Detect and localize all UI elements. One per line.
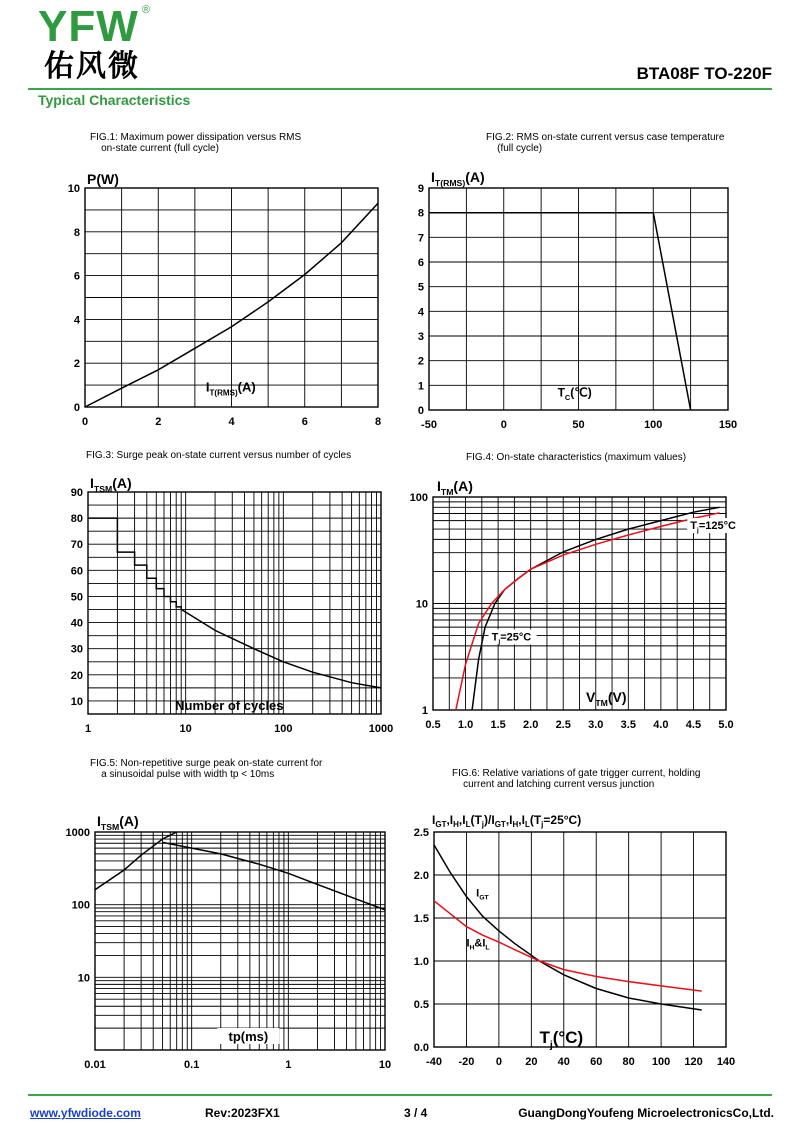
fig6-xlabel: $T_j(^\circ C)$ (539, 1028, 584, 1051)
fig4-ytick-label: 10 (415, 598, 428, 611)
fig5-plot (95, 832, 385, 1050)
fig5-xlabel: tp(ms) (228, 1029, 269, 1044)
fig3-ytick-label: 60 (70, 565, 83, 578)
fig1-title: FIG.1: Maximum power dissipation versus RMS on-state current (full cycle) (90, 132, 302, 154)
fig1-ytick-label: 8 (73, 226, 80, 239)
fig3-ytick-label: 90 (70, 487, 83, 499)
fig5-ytick-label: 1000 (65, 827, 90, 839)
footer-divider (28, 1094, 772, 1096)
fig4-xlabel: $V_{TM}(V)$ (586, 689, 627, 708)
fig4-title: FIG.4: On-state characteristics (maximum values) (466, 452, 687, 463)
fig6-xtick-label: -40 (426, 1056, 442, 1068)
fig3-frame (88, 492, 381, 714)
fig5-ylabel: $I_{TSM}(A)$ (97, 813, 139, 832)
fig2-xlabel: $T_C(℃)$ (557, 385, 592, 402)
fig1-ytick-label: 6 (73, 270, 80, 283)
fig3-xlabel: Number of cycles (175, 698, 284, 713)
fig6-ytick-label: 2.5 (413, 827, 429, 839)
fig6-xtick-label: 80 (622, 1056, 635, 1068)
fig3-ytick-label: 70 (70, 539, 83, 552)
fig3-xtick-label: 10 (179, 723, 192, 735)
fig3-ytick-label: 80 (70, 513, 83, 526)
fig3-ytick-label: 40 (70, 617, 83, 630)
fig6-annotation-1: $I_H\&I_L$ (466, 937, 490, 952)
page-number: 3 / 4 (404, 1106, 428, 1120)
fig2-ytick-label: 6 (417, 257, 424, 269)
fig6-ytick-label: 2.0 (413, 870, 429, 882)
fig1-xtick-label: 0 (81, 416, 89, 428)
fig5-ytick-label: 10 (77, 972, 90, 985)
fig6-annotation-0: $I_{GT}$ (476, 887, 489, 902)
fig6-title: FIG.6: Relative variations of gate trigger current, holding current and latching current versus junction (452, 768, 701, 790)
fig1-xtick-label: 4 (228, 416, 235, 428)
fig6-xtick-label: 100 (651, 1056, 671, 1068)
fig4-xtick-label: 2.0 (523, 719, 539, 731)
section-title: Typical Characteristics (38, 92, 191, 108)
fig3-title: FIG.3: Surge peak on-state current versus number of cycles (86, 450, 352, 461)
fig2-ytick-label: 4 (417, 306, 424, 319)
fig2-xtick-label: 0 (500, 419, 507, 431)
fig6-xtick-label: 0 (495, 1056, 502, 1068)
fig2-ytick-label: 3 (417, 331, 424, 343)
fig2-ytick-label: 0 (417, 405, 424, 417)
fig2-xtick-label: 50 (572, 419, 585, 431)
fig2-ylabel: $I_{T(RMS)}(A)$ (431, 169, 485, 188)
fig3-ytick-label: 20 (70, 669, 83, 682)
fig1-xtick-label: 8 (374, 416, 382, 428)
fig3-plot (88, 492, 381, 714)
fig4-xtick-label: 3.0 (588, 719, 604, 731)
fig2-ytick-label: 7 (417, 232, 424, 245)
fig4-xtick-label: 1.5 (490, 719, 506, 731)
logo-text: YFW (38, 2, 139, 51)
fig3-ytick-label: 10 (70, 695, 83, 708)
fig4-ytick-label: 1 (421, 705, 428, 717)
fig5-xtick-label: 0.1 (184, 1059, 200, 1071)
fig6-xtick-label: -20 (458, 1056, 475, 1068)
fig4-annotation-1: $T_j=125^\circ C$ (690, 520, 736, 535)
fig6-ytick-label: 0.5 (413, 999, 429, 1011)
fig1-xtick-label: 6 (301, 416, 308, 428)
fig3-ylabel: $I_{TSM}(A)$ (90, 475, 132, 494)
fig1-ytick-label: 10 (67, 183, 80, 195)
fig6-xtick-label: 20 (525, 1056, 538, 1068)
fig5-xtick-label: 0.01 (84, 1059, 106, 1071)
fig6-ytick-label: 1.0 (413, 956, 429, 968)
fig3-ytick-label: 50 (70, 591, 83, 604)
company-name: GuangDongYoufeng MicroelectronicsCo,Ltd. (518, 1106, 774, 1120)
fig3-xtick-label: 100 (274, 723, 293, 735)
revision-label: Rev:2023FX1 (205, 1106, 280, 1120)
fig1-ytick-label: 0 (73, 402, 80, 414)
fig1-ytick-label: 4 (73, 314, 80, 327)
fig4-xtick-label: 0.5 (425, 719, 441, 731)
fig2-ytick-label: 1 (417, 380, 424, 393)
fig3-ytick-label: 30 (70, 643, 83, 656)
fig1-ytick-label: 2 (73, 358, 80, 371)
fig2-xtick-label: -50 (421, 419, 437, 431)
fig4-ytick-label: 100 (409, 492, 428, 504)
fig6-ytick-label: 0.0 (413, 1042, 429, 1054)
fig5-xtick-label: 10 (378, 1059, 392, 1071)
fig2-ytick-label: 5 (417, 281, 424, 294)
fig1-xlabel: $I_{T(RMS)}(A)$ (205, 379, 256, 398)
fig5-xtick-label: 1 (285, 1059, 292, 1071)
fig2-xtick-label: 150 (718, 419, 738, 431)
fig2-ytick-label: 8 (417, 207, 424, 220)
logo-chinese-text: 佑风微 (44, 49, 140, 84)
fig6-xtick-label: 140 (716, 1056, 736, 1068)
fig2-ytick-label: 2 (417, 355, 424, 368)
fig5-frame (95, 832, 385, 1050)
fig6-ylabel: $I_{GT},I_H,I_L(T_j)/I_{GT},I_H,I_L(T_j=25^\circ C)$ (432, 813, 582, 829)
registered-mark: ® (142, 4, 151, 16)
fig4-xtick-label: 4.5 (685, 719, 702, 731)
fig6-xtick-label: 40 (557, 1056, 570, 1068)
fig4-xtick-label: 3.5 (620, 719, 636, 731)
fig2-title: FIG.2: RMS on-state current versus case temperature (full cycle) (486, 132, 725, 154)
fig3-series-0 (88, 518, 381, 688)
fig3-xtick-label: 1000 (368, 723, 394, 735)
fig2-xtick-label: 100 (644, 419, 663, 431)
website-link[interactable]: www.yfwdiode.com (30, 1106, 141, 1120)
fig3-xtick-label: 1 (84, 723, 92, 735)
fig4-xtick-label: 5.0 (718, 719, 734, 731)
fig4-plot (433, 497, 726, 710)
fig1-plot (85, 188, 378, 407)
fig4-xtick-label: 2.5 (555, 719, 571, 731)
fig6-xtick-label: 120 (684, 1056, 703, 1068)
fig5-ytick-label: 100 (71, 899, 90, 912)
fig2-plot (429, 188, 728, 410)
fig1-xtick-label: 2 (155, 416, 162, 428)
fig4-ylabel: $I_{TM}(A)$ (437, 478, 473, 497)
document-title: BTA08F TO-220F (636, 64, 772, 83)
fig6-xtick-label: 60 (590, 1056, 603, 1068)
fig1-ylabel: P(W) (87, 171, 119, 187)
fig6-ytick-label: 1.5 (413, 913, 429, 925)
fig4-xtick-label: 4.0 (653, 719, 669, 731)
fig4-annotation-0: $T_j=25^\circ C$ (491, 631, 532, 646)
fig2-ytick-label: 9 (417, 183, 424, 195)
fig5-title: FIG.5: Non-repetitive surge peak on-state current for a sinusoidal pulse with width tp < 10ms (90, 758, 323, 780)
fig4-xtick-label: 1.0 (457, 719, 474, 731)
